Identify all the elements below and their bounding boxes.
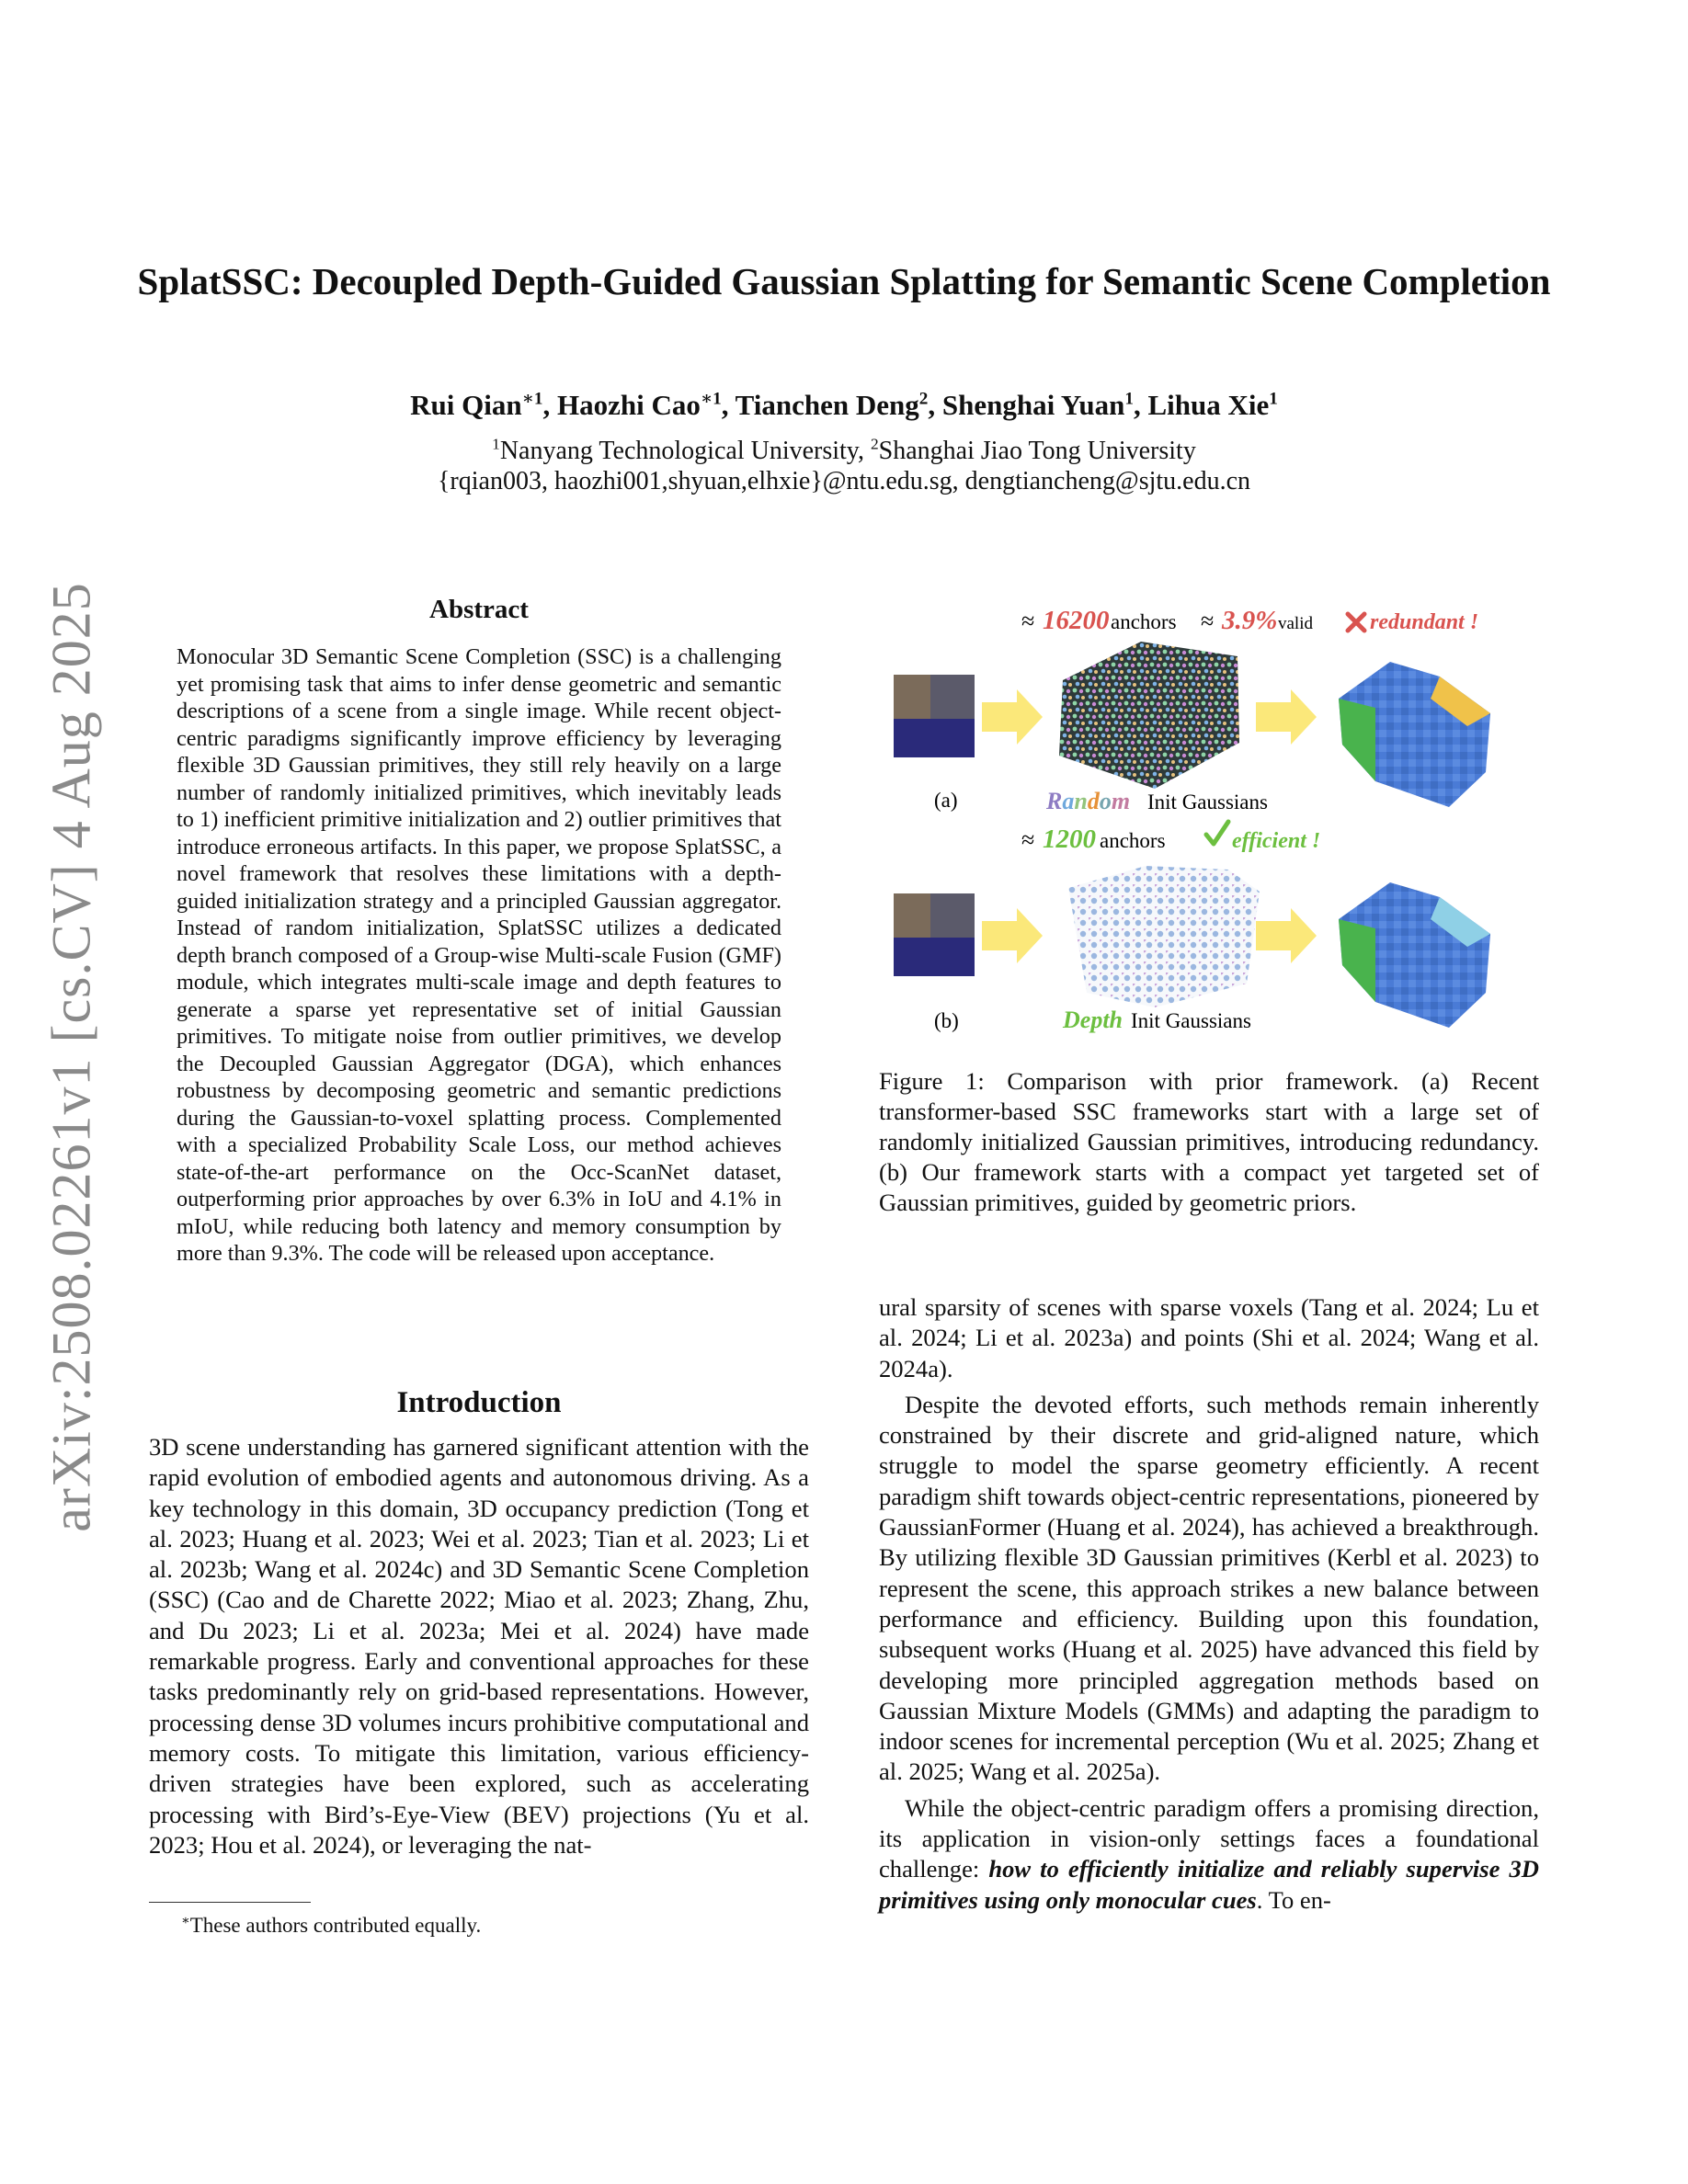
random-letter: R bbox=[1046, 788, 1063, 814]
random-letter: d bbox=[1087, 788, 1100, 814]
redundant-note: redundant ! bbox=[1370, 610, 1479, 634]
random-letter: m bbox=[1111, 788, 1131, 814]
anchors-count-a: 16200 bbox=[1043, 606, 1110, 635]
footnote-rule bbox=[149, 1902, 311, 1903]
author-emails: {rqian003, haozhi001,shyuan,elhxie}@ntu.edu.sg, dengtiancheng@sjtu.edu.cn bbox=[437, 467, 1251, 495]
valid-label-a: valid bbox=[1278, 614, 1313, 633]
arxiv-stamp: arXiv:2508.02261v1 [cs.CV] 4 Aug 2025 bbox=[40, 582, 102, 1532]
init-gaussians-label-a: Init Gaussians bbox=[1147, 791, 1268, 813]
random-word bbox=[1045, 788, 1130, 814]
anchors-label-b: anchors bbox=[1100, 829, 1166, 852]
affiliation-name: Nanyang Technological University, bbox=[499, 437, 871, 465]
footnote-text: These authors contributed equally. bbox=[189, 1914, 482, 1937]
arrow-a1 bbox=[982, 689, 1043, 745]
figure-1 bbox=[879, 597, 1539, 1044]
footnote bbox=[181, 1914, 481, 1938]
panel-label-b: (b) bbox=[934, 1009, 959, 1032]
depth-gaussians-cloud bbox=[1068, 866, 1260, 1007]
init-gaussians-label-b: Init Gaussians bbox=[1131, 1009, 1251, 1032]
check-icon bbox=[1206, 822, 1228, 844]
depth-word: Depth bbox=[1063, 1007, 1123, 1033]
abstract-text: Monocular 3D Semantic Scene Completion (SSC) is a challenging yet promising task that aims to infer dense geometric and semantic descriptions of a scene from a single image. While recent object-centric paradigms significantly improve efficiency by leveraging flexible 3D Gaussian primitives, they still rely heavily on a large number of randomly initialized primitives, which inevitably leads to 1) inefficient primitive initialization and 2) outlier primitives that introduce erroneous artifacts. In this paper, we propose SplatSSC, a novel framework that resolves these limitations with a depth-guided initialization strategy and a principled Gaussian aggregator. Instead of random initialization, SplatSSC utilizes a dedicated depth branch composed of a Group-wise Multi-scale Fusion (GMF) module, which integrates multi-scale image and depth features to generate a sparse yet representative set of initial Gaussian primitives. To mitigate noise from outlier primitives, we develop the Decoupled Gaussian Aggregator (DGA), which enhances robustness by decomposing geometric and semantic predictions during the Gaussian-to-voxel splatting process. Complemented with a specialized Probability Scale Loss, our method achieves state-of-the-art performance on the Occ-ScanNet dataset, outperforming prior approaches by over 6.3% in IoU and 4.1% in mIoU, while reducing both latency and memory consumption by more than 9.3%. The code will be released upon acceptance. bbox=[177, 644, 781, 1266]
affiliation-name: Shanghai Jiao Tong University bbox=[878, 437, 1196, 465]
affil-mark: 1 bbox=[492, 435, 500, 453]
author: Haozhi Cao bbox=[556, 389, 701, 421]
affiliations bbox=[0, 436, 1688, 496]
paragraph: Despite the devoted efforts, such methods remain inherently constrained by their discrete and grid-aligned nature, which struggle to model the sparse geometry efficiently. A recent paradigm shift towards object-centric representations, pioneered by GaussianFormer (Huang et al. 2024), has achieved a breakthrough. By utilizing flexible 3D Gaussian primitives (Kerbl et al. 2023) to represent the scene, this approach strikes a new balance between performance and efficiency. Building upon this foundation, subsequent works (Huang et al. 2025) have advanced this field by developing more principled aggregation methods based on Gaussian Mixture Models (GMMs) and adapting the paradigm to indoor scenes for incremental perception (Wu et al. 2025; Zhang et al. 2025; Wang et al. 2025a). bbox=[879, 1390, 1539, 1786]
author: Shenghai Yuan bbox=[941, 389, 1125, 421]
anchors-count-b: 1200 bbox=[1043, 825, 1096, 854]
emphasized-question: how to efficiently initialize and reliably supervise 3D primitives using only monocular cues bbox=[879, 1855, 1539, 1914]
random-gaussians-cloud bbox=[1059, 642, 1239, 789]
affil-mark: 2 bbox=[870, 435, 879, 453]
footnote-mark: ∗ bbox=[181, 1913, 190, 1928]
paragraph-text: While the object-centric paradigm offers a promising direction, its application in vision-only settings faces a foundational challenge: bbox=[879, 1793, 1539, 1883]
author: Rui Qian bbox=[410, 389, 522, 421]
valid-percent-a: 3.9% bbox=[1222, 606, 1278, 635]
paragraph: ural sparsity of scenes with sparse voxels (Tang et al. 2024; Lu et al. 2024; Li et al. 2023a) and points (Shi et al. 2024; Wang et al. 2024a). bbox=[879, 1293, 1539, 1382]
author-separator: , bbox=[928, 389, 942, 421]
author-list bbox=[0, 389, 1688, 422]
arrow-b1 bbox=[982, 908, 1043, 963]
author-affil-mark: 1 bbox=[1269, 389, 1278, 409]
efficient-note: efficient ! bbox=[1232, 829, 1321, 853]
author-separator: , bbox=[1133, 389, 1148, 421]
arrow-b2 bbox=[1256, 908, 1317, 963]
author: Lihua Xie bbox=[1147, 389, 1270, 421]
paragraph: 3D scene understanding has garnered significant attention with the rapid evolution of embodied agents and autonomous driving. As a key technology in this domain, 3D occupancy prediction (Tong et al. 2023; Huang et al. 2023; Wei et al. 2023; Tian et al. 2023; Li et al. 2023b; Wang et al. 2024c) and 3D Semantic Scene Completion (SSC) (Cao and de Charette 2022; Miao et al. 2023; Zhang, Zhu, and Du 2023; Li et al. 2023a; Mei et al. 2024) have made remarkable progress. Early and conventional approaches for these tasks predominantly rely on grid-based representations. However, processing dense 3D volumes incurs prohibitive computational and memory costs. To mitigate this limitation, various efficiency-driven strategies have been explored, such as accelerating processing with Bird’s-Eye-View (BEV) projections (Yu et al. 2023; Hou et al. 2024), or leveraging the nat- bbox=[149, 1433, 809, 1859]
author: Tianchen Deng bbox=[735, 389, 919, 421]
author-affil-mark: ∗1 bbox=[700, 389, 722, 409]
random-letter: o bbox=[1099, 788, 1112, 814]
affiliation-line bbox=[0, 436, 1688, 466]
cross-icon bbox=[1348, 614, 1364, 631]
author-separator: , bbox=[721, 389, 736, 421]
author-affil-mark: 1 bbox=[1124, 389, 1134, 409]
anchors-label-a: anchors bbox=[1111, 610, 1177, 633]
arrow-a2 bbox=[1256, 689, 1317, 745]
author-affil-mark: 2 bbox=[918, 389, 929, 409]
author-separator: , bbox=[542, 389, 557, 421]
panel-label-a: (a) bbox=[934, 789, 958, 812]
introduction-left-column bbox=[149, 1432, 809, 1860]
approx-sign: ≈ bbox=[1021, 826, 1035, 853]
paragraph-text: . To en- bbox=[1256, 1885, 1331, 1914]
approx-sign: ≈ bbox=[1201, 608, 1215, 634]
paper-title: SplatSSC: Decoupled Depth-Guided Gaussian Splatting for Semantic Scene Completion bbox=[137, 260, 1551, 302]
random-letter: n bbox=[1074, 788, 1088, 814]
figure-1-graphic bbox=[879, 597, 1539, 1044]
introduction-right-column bbox=[879, 1292, 1539, 1916]
paragraph bbox=[879, 1793, 1539, 1916]
abstract-heading: Abstract bbox=[429, 595, 529, 624]
figure-1-caption: Figure 1: Comparison with prior framework. (a) Recent transformer-based SSC frameworks start with a large set of randomly initialized Gaussian primitives, introducing redundancy. (b) Our framework starts with a compact yet targeted set of Gaussian primitives, guided by geometric priors. bbox=[879, 1067, 1539, 1216]
introduction-heading: Introduction bbox=[396, 1386, 562, 1419]
approx-sign: ≈ bbox=[1021, 608, 1035, 634]
author-affil-mark: ∗1 bbox=[521, 389, 543, 409]
random-letter: a bbox=[1062, 788, 1075, 814]
